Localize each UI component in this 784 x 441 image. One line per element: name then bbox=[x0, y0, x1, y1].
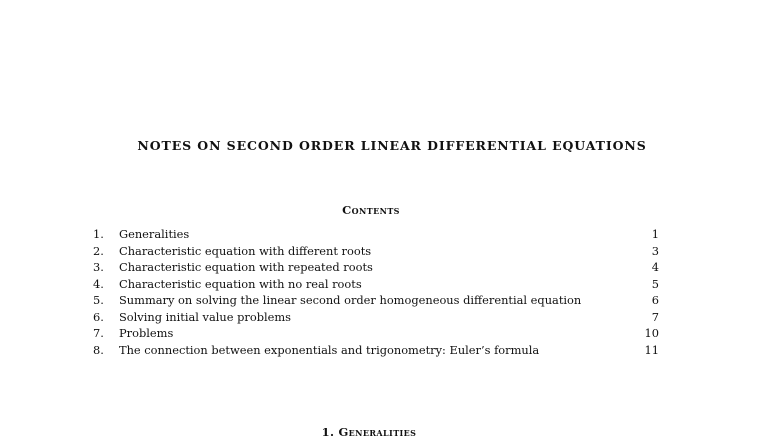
toc-entry-number: 2. bbox=[93, 243, 104, 258]
toc-entry-number: 1. bbox=[93, 227, 104, 241]
toc-entry-title[interactable]: Characteristic equation with repeated roots bbox=[119, 260, 373, 275]
toc-entry-title[interactable]: The connection between exponentials and trigonometry: Euler’s formula bbox=[119, 342, 540, 357]
toc-entry-page: 10 bbox=[644, 326, 659, 341]
toc-entry-number: 4. bbox=[93, 276, 104, 291]
toc-entry-title[interactable]: Characteristic equation with different roots bbox=[119, 243, 372, 258]
toc-entry-page: 11 bbox=[644, 342, 659, 357]
toc-entry[interactable] bbox=[93, 276, 659, 293]
section-number: 1. bbox=[321, 425, 335, 439]
toc-entry[interactable] bbox=[93, 243, 659, 260]
toc-entry[interactable] bbox=[93, 226, 659, 243]
toc-entry-title[interactable]: Problems bbox=[119, 326, 174, 341]
section-title: Generalities bbox=[338, 425, 417, 439]
toc-entry-number: 5. bbox=[93, 293, 104, 308]
toc-entry-number: 6. bbox=[93, 309, 104, 324]
document-title: NOTES ON SECOND ORDER LINEAR DIFFERENTIAL EQUATIONS bbox=[137, 138, 647, 153]
toc-entry-title[interactable]: Solving initial value problems bbox=[119, 309, 292, 324]
toc-entry-title[interactable]: Generalities bbox=[119, 227, 190, 241]
toc-entry-title[interactable]: Characteristic equation with no real roots bbox=[119, 276, 362, 291]
toc-entry[interactable] bbox=[93, 342, 659, 359]
toc-entry-page: 7 bbox=[651, 309, 659, 324]
toc-entry-number: 7. bbox=[93, 326, 104, 341]
table-of-contents bbox=[93, 226, 659, 358]
toc-entry-number: 3. bbox=[93, 260, 104, 275]
toc-entry[interactable] bbox=[93, 325, 659, 342]
contents-heading: Contents bbox=[342, 203, 400, 217]
toc-entry-page: 6 bbox=[651, 293, 659, 308]
toc-entry[interactable] bbox=[93, 309, 659, 326]
toc-entry-page: 5 bbox=[651, 276, 659, 291]
toc-entry-number: 8. bbox=[93, 342, 104, 357]
toc-entry-page: 3 bbox=[651, 243, 659, 258]
toc-entry-title[interactable]: Summary on solving the linear second order homogeneous differential equation bbox=[119, 293, 582, 308]
toc-entry[interactable] bbox=[93, 259, 659, 276]
toc-entry[interactable] bbox=[93, 292, 659, 309]
toc-entry-page: 1 bbox=[651, 227, 659, 241]
toc-entry-page: 4 bbox=[651, 260, 659, 275]
section-heading bbox=[0, 424, 742, 440]
